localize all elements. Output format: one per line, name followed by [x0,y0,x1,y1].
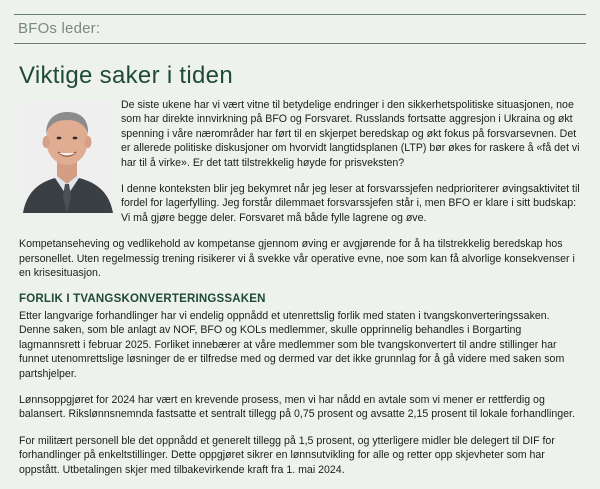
article-title: Viktige saker i tiden [19,62,233,89]
intro-paragraph-1: De siste ukene har vi vært vitne til betydelige endringer i den sikkerhetspolitiske situasjonen, noe som har direkte innvirkning på BFO og Forsvaret. Russlands fortsatte aggresjon i Ukraina og økt spenning i våre nærområder har ført til en skjerpet beredskap og økt fokus på forsvarsevnen. Det er allerede politiske diskusjoner om hvorvidt langtidsplanen (LTP) bør økes for raskere å «få det vi har til å virke». Er det tatt tilstrekkelig høyde for prisveksten? [121,99,580,169]
forlik-paragraph-1: Etter langvarige forhandlinger har vi endelig oppnådd et utenrettslig forlik med staten i tvangskonverteringssaken. Denne saken, som ble anlagt av NOF, BFO og KOLs medlemmer, skulle opprinnelig behandles i Borgarting lagmannsrett i februar 2025. Forliket innebærer at våre medlemmer som ble tvangskonvertert til andre stillinger har funnet utenomrettslige løsninger de er tilfredse med og dermed var det ikke grunnlag for å gå videre med saken som partshjelper. [19,309,565,380]
intro-paragraph-3: Kompetanseheving og vedlikehold av kompetanse gjennom øving er avgjørende for å ha tilstrekkelig beredskap hos personellet. Uten regelmessig trening risikerer vi å svekke vår operative evne, noe som kan få alvorlige konsekvenser i en krisesituasjon. [19,238,575,280]
forlik-paragraph-2: Lønnsoppgjøret for 2024 har vært en krevende prosess, men vi har nådd en avtale som vi mener er rettferdig og balansert. Rikslønnsnemnda fastsatte et sentralt tillegg på 0,75 prosent og avsatte 2,15 prosent til lokale forhandlinger. [19,393,575,421]
header-divider [14,43,586,44]
section-label: BFOs leder: [18,20,101,37]
forlik-paragraph-3: For militært personell ble det oppnådd et generelt tillegg på 1,5 prosent, og ytterligere midler ble delegert til DIF for forhandlinger på enkeltstillinger. Dette oppgjøret sikrer en lønnsutvikling for alle og retter opp skjevheter som har oppstått. Utbetalingen skjer med tilbakevirkende kraft fra 1. mai 2024. [19,434,555,476]
article-body [19,98,581,489]
section-subheading: FORLIK I TVANGSKONVERTERINGSSAKEN [19,293,266,306]
top-divider [14,14,586,15]
intro-paragraph-2: I denne konteksten blir jeg bekymret når jeg leser at forsvarssjefen nedprioriterer øvingsaktivitet til fordel for lagerfylling. Jeg forstår dilemmaet forsvarssjefen står i, men BFO er klare i sitt budskap: Vi må gjøre begge deler. Forsvaret må både fylle lagrene og øve. [121,183,580,224]
